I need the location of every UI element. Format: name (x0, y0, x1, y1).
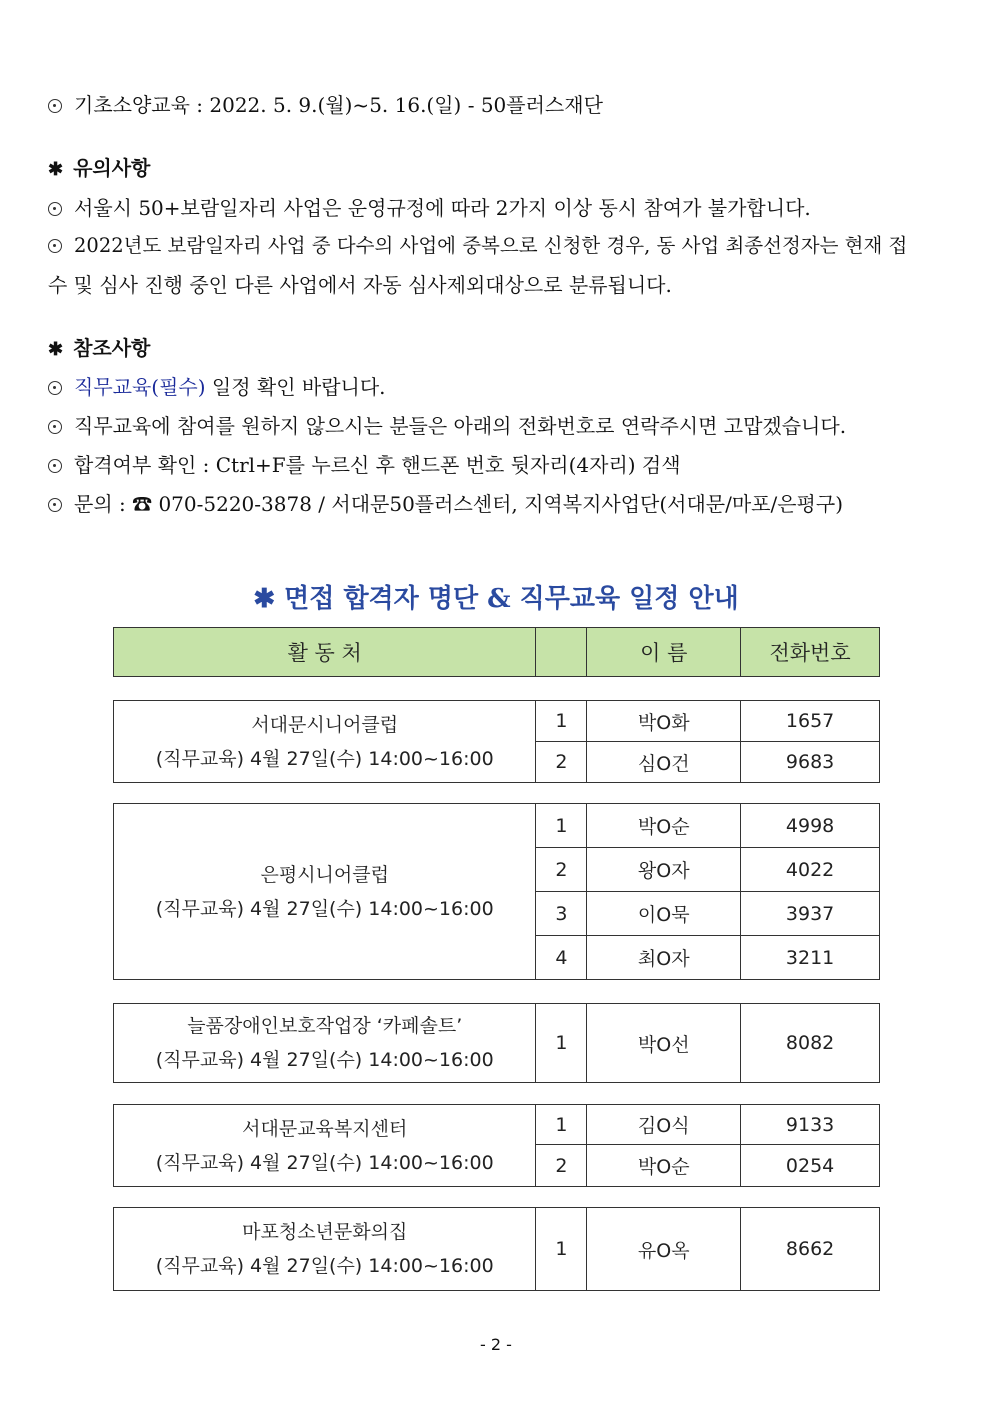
row-name: 김O식 (587, 1105, 741, 1145)
group-table-seodaemun-edu (113, 1104, 880, 1187)
header-phone: 전화번호 (741, 628, 880, 677)
org-schedule: (직무교육) 4월 27일(수) 14:00~16:00 (155, 897, 494, 920)
notice-2a-text: 2022년도 보람일자리 사업 중 다수의 사업에 중복으로 신청한 경우, 동 사업 최종선정자는 현재 접 (74, 234, 908, 257)
table-title-text: 면접 합격자 명단 & 직무교육 일정 안내 (284, 584, 739, 614)
org-name: 은평시니어클럽 (260, 863, 389, 886)
group-table-mapo-youth (113, 1207, 880, 1291)
flower-star-icon: ✱ (253, 584, 285, 614)
row-phone: 0254 (741, 1145, 880, 1187)
org-cell (114, 701, 536, 783)
row-name: 박O순 (587, 1145, 741, 1187)
ref-1-text: 일정 확인 바랍니다. (205, 375, 386, 399)
row-no: 1 (536, 701, 587, 742)
row-no: 1 (536, 1208, 587, 1291)
org-cell (114, 1004, 536, 1083)
basic-edu-text: 기초소양교육 : 2022. 5. 9.(월)~5. 16.(일) - 50플러스재단 (74, 93, 603, 117)
row-phone: 9683 (741, 742, 880, 783)
org-name: 서대문시니어클럽 (251, 713, 399, 736)
header-num (536, 628, 587, 677)
row-no: 3 (536, 892, 587, 936)
ref-2-text: 직무교육에 참여를 원하지 않으시는 분들은 아래의 전화번호로 연락주시면 고맙겠습니다. (74, 414, 847, 438)
flower-star-icon: ✱ (48, 339, 64, 360)
circle-bullet-icon (48, 239, 62, 253)
circle-bullet-icon (48, 420, 62, 434)
circle-bullet-icon (48, 202, 62, 216)
ref-line-2 (48, 412, 846, 440)
row-phone: 9133 (741, 1105, 880, 1145)
row-no: 1 (536, 1004, 587, 1083)
ref-title: 참조사항 (73, 336, 151, 360)
table-row (114, 1208, 880, 1291)
row-name: 유O옥 (587, 1208, 741, 1291)
table-row (114, 804, 880, 848)
org-cell (114, 1105, 536, 1187)
table-row (114, 701, 880, 742)
ref-heading (48, 334, 150, 364)
org-name: 마포청소년문화의집 (242, 1221, 408, 1243)
basic-edu-line (48, 91, 603, 119)
row-phone: 8662 (741, 1208, 880, 1291)
circle-bullet-icon (48, 99, 62, 113)
header-org: 활 동 처 (114, 628, 536, 677)
header-row (114, 628, 880, 677)
org-cell (114, 1208, 536, 1291)
table-row (114, 1004, 880, 1083)
group-table-neulpum (113, 1003, 880, 1083)
notice-line-2 (48, 232, 907, 260)
circle-bullet-icon (48, 459, 62, 473)
notice-heading (48, 154, 150, 184)
row-phone: 1657 (741, 701, 880, 742)
org-name: 서대문교육복지센터 (242, 1117, 408, 1140)
row-name: 이O묵 (587, 892, 741, 936)
row-name: 박O화 (587, 701, 741, 742)
row-phone: 3937 (741, 892, 880, 936)
notice-1-text: 서울시 50+보람일자리 사업은 운영규정에 따라 2가지 이상 동시 참여가 불가합니다. (74, 196, 811, 220)
org-schedule: (직무교육) 4월 27일(수) 14:00~16:00 (155, 1255, 494, 1277)
org-schedule: (직무교육) 4월 27일(수) 14:00~16:00 (155, 1151, 494, 1174)
notice-title: 유의사항 (73, 156, 151, 180)
notice-2b-text: 수 및 심사 진행 중인 다른 사업에서 자동 심사제외대상으로 분류됩니다. (48, 273, 672, 297)
row-name: 박O선 (587, 1004, 741, 1083)
circle-bullet-icon (48, 498, 62, 512)
row-name: 심O건 (587, 742, 741, 783)
table-row (114, 1105, 880, 1145)
row-no: 1 (536, 804, 587, 848)
row-phone: 4998 (741, 804, 880, 848)
header-name: 이 름 (587, 628, 741, 677)
ref-line-4 (48, 490, 843, 518)
notice-line-1 (48, 194, 811, 222)
circle-bullet-icon (48, 381, 62, 395)
ref-1-highlight: 직무교육(필수) (74, 375, 206, 399)
page-number: - 2 - (480, 1335, 512, 1354)
ref-4-text: 문의 : ☎ 070-5220-3878 / 서대문50플러스센터, 지역복지사업단(서대문/마포/은평구) (74, 492, 843, 516)
row-no: 1 (536, 1105, 587, 1145)
row-name: 최O자 (587, 936, 741, 980)
row-no: 2 (536, 1145, 587, 1187)
group-table-eunpyeong-senior (113, 803, 880, 980)
row-phone: 4022 (741, 848, 880, 892)
group-table-seodaemun-senior (113, 700, 880, 783)
ref-line-3 (48, 451, 681, 479)
row-name: 왕O자 (587, 848, 741, 892)
row-phone: 3211 (741, 936, 880, 980)
row-no: 4 (536, 936, 587, 980)
ref-3-text: 합격여부 확인 : Ctrl+F를 누르신 후 핸드폰 번호 뒷자리(4자리) 검색 (74, 453, 681, 477)
notice-line-2b (48, 271, 672, 299)
header-table (113, 627, 880, 677)
row-no: 2 (536, 742, 587, 783)
ref-line-1 (48, 373, 386, 401)
org-cell (114, 804, 536, 980)
org-schedule: (직무교육) 4월 27일(수) 14:00~16:00 (155, 1049, 494, 1071)
org-schedule: (직무교육) 4월 27일(수) 14:00~16:00 (155, 747, 494, 770)
org-name: 늘품장애인보호작업장 ‘카페솔트’ (187, 1015, 463, 1037)
row-name: 박O순 (587, 804, 741, 848)
row-no: 2 (536, 848, 587, 892)
table-title (0, 578, 992, 615)
flower-star-icon: ✱ (48, 159, 64, 180)
row-phone: 8082 (741, 1004, 880, 1083)
